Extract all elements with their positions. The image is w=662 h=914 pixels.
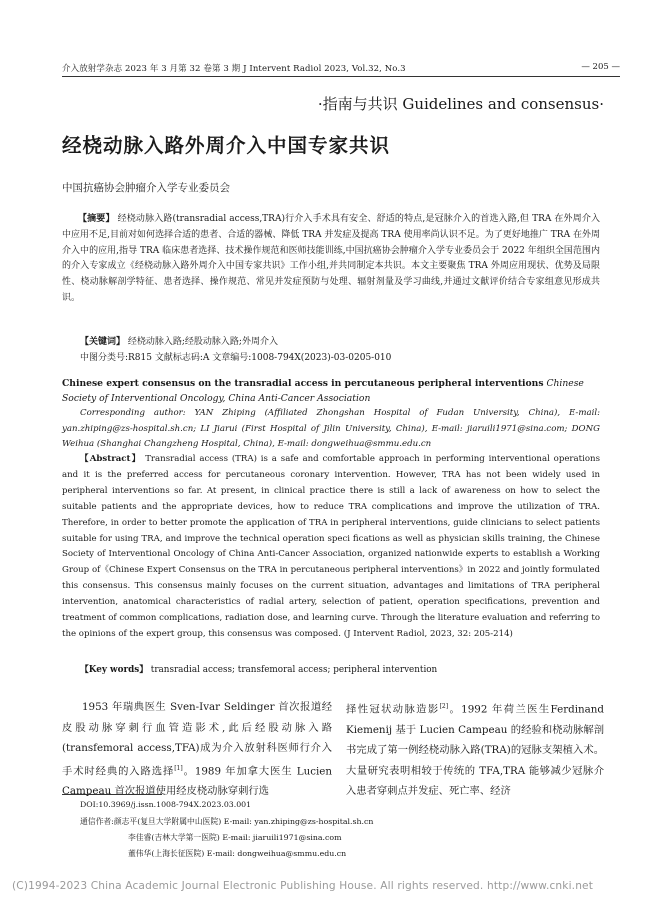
zh-abstract xyxy=(62,212,600,307)
zh-keywords xyxy=(80,334,278,347)
citation-ref: [2] xyxy=(439,703,449,710)
en-abstract xyxy=(62,452,600,643)
zh-keywords-text: 经桡动脉入路;经股动脉入路;外周介入 xyxy=(127,337,278,347)
en-abstract-text: Transradial access (TRA) is a safe and comfortable approach in performing interventional operations and it is the preferred access for percutaneous coronary intervention. However, TRA has not been widely used in peripheral interventions so far. At present, in clinical practice there is still a lack of awareness on how to select the suitable patients and the appropriate devices, how to reduce TRA complications and improve the utilization of TRA. Therefore, in order to better promote the application of TRA in peripheral interventions, guide clinicians to select patients suitable for using TRA, and improve the technical operation speci fications as well as physician skills training, the Chinese Society of Interventional Oncology of China Anti-Cancer Association, organized nationwide experts to establish a Working Group of《Chinese Expert Consensus on the TRA in percutaneous peripheral interventions》in 2022 and jointly formulated this consensus. This consensus mainly focuses on the current situation, advantages and limitations of TRA peripheral intervention, anatomical characteristics of radial artery, selection of patient, operation specifications, prevention and treatment of common complications, radiation dose, and learning curve. Through the literature evaluation and referring to the opinions of the expert group, this consensus was composed. (J Intervent Radiol, 2023, 32: 205-214) xyxy=(62,454,600,639)
header-divider xyxy=(62,76,620,77)
en-abstract-label: 【Abstract】 xyxy=(80,454,142,464)
en-keywords xyxy=(80,662,437,675)
body-left-text-1: 1953 年瑞典医生 Sven-Ivar Seldinger 首次报道经皮股动脉穿刺行血管造影术,此后经股动脉入路(transfemoral access,TFA)成为介入放射科医师行介入手术时经典的入路选择 xyxy=(62,701,332,777)
author-organization: 中国抗癌协会肿瘤介入学专业委员会 xyxy=(62,182,230,194)
corr-author-2: 李佳睿(吉林大学第一医院) E-mail: jiaruili1971@sina.com xyxy=(128,833,342,842)
zh-abstract-label: 【摘要】 xyxy=(78,214,115,224)
journal-header: 介入放射学杂志 2023 年 3 月第 32 卷第 3 期 J Intervent Radiol 2023, Vol.32, No.3 xyxy=(62,64,406,74)
zh-keywords-label: 【关键词】 xyxy=(80,337,126,347)
body-right-text-1: 择性冠状动脉造影 xyxy=(346,703,440,716)
en-keywords-text: transradial access; transfemoral access; peripheral intervention xyxy=(150,665,438,675)
section-tag: ·指南与共识 Guidelines and consensus· xyxy=(317,95,604,113)
corr-author-1: 通信作者:颜志平(复旦大学附属中山医院) E-mail: yan.zhiping@zs-hospital.sh.cn xyxy=(80,817,374,826)
body-left-text-2: 。1989 年加拿大医生 Lucien Campeau 首次报道使用经皮桡动脉穿刺行选 xyxy=(62,764,332,798)
corresponding-footnote xyxy=(80,814,373,862)
en-keywords-label: 【Key words】 xyxy=(80,665,148,675)
en-title: Chinese expert consensus on the transradial access in percutaneous peripheral interventions xyxy=(62,378,544,389)
footnote-divider xyxy=(62,794,162,795)
page-number: — 205 — xyxy=(581,62,620,72)
body-column-left xyxy=(62,697,332,802)
paper-title: 经桡动脉入路外周介入中国专家共识 xyxy=(62,134,391,157)
en-society: Chinese Society of Interventional Oncology, China Anti-Cancer Association xyxy=(62,378,584,404)
body-right-text-2: 。1992 年荷兰医生Ferdinand Kiemenij 基于 Lucien Campeau 的经验和桡动脉解剖书完成了第一例经桡动脉入路(TRA)的冠脉支架植入术。大量研究表明相较于传统的 TFA,TRA 能够减少冠脉介入患者穿刺点并发症、死亡率、经济 xyxy=(346,703,605,798)
copyright-watermark: (C)1994-2023 China Academic Journal Electronic Publishing House. All rights reserved. http://www.cnki.net xyxy=(12,880,594,892)
en-corresponding-authors: Corresponding author: YAN Zhiping (Affiliated Zhongshan Hospital of Fudan University, China), E-mail: yan.zhiping@zs-hospital.sh.cn; LI Jiarui (First Hospital of Jilin University, China), E-mail: jiaruili1971@sina.com; DONG Weihua (Shanghai Changzheng Hospital, China), E-mail: dongweihua@smmu.edu.cn xyxy=(62,408,600,450)
body-column-right xyxy=(346,697,604,802)
citation-ref: [1] xyxy=(174,764,183,772)
zh-abstract-text: 经桡动脉入路(transradial access,TRA)行介入手术具有安全、舒适的特点,是冠脉介入的首选入路,但 TRA 在外周介入中应用不足,目前对如何选择合适的患者、合适的器械、降低 TRA 并发症及提高 TRA 使用率尚认识不足。为了更好地推广 TRA 在外周介入中的应用,指导 TRA 临床患者选择、技术操作规范和医师技能训练,中国抗癌协会肿瘤介入学专业委员会于 2022 年组织全国范围内的介入专家成立《经桡动脉入路外周介入中国专家共识》工作小组,并共同制定本共识。本文主要聚焦 TRA 外周应用现状、优势及局限性、桡动脉解剖学特征、患者选择、操作规范、常见并发症预防与处理、辐射剂量及学习曲线,并通过文献评价结合专家组意见形成共识。 xyxy=(62,214,600,303)
corr-author-3: 董伟华(上海长征医院) E-mail: dongweihua@smmu.edu.cn xyxy=(128,849,347,858)
en-title-block xyxy=(62,376,600,406)
doi: DOI:10.3969/j.issn.1008-794X.2023.03.001 xyxy=(80,800,252,809)
zh-classification: 中图分类号:R815 文献标志码:A 文章编号:1008-794X(2023)-03-0205-010 xyxy=(80,353,392,363)
